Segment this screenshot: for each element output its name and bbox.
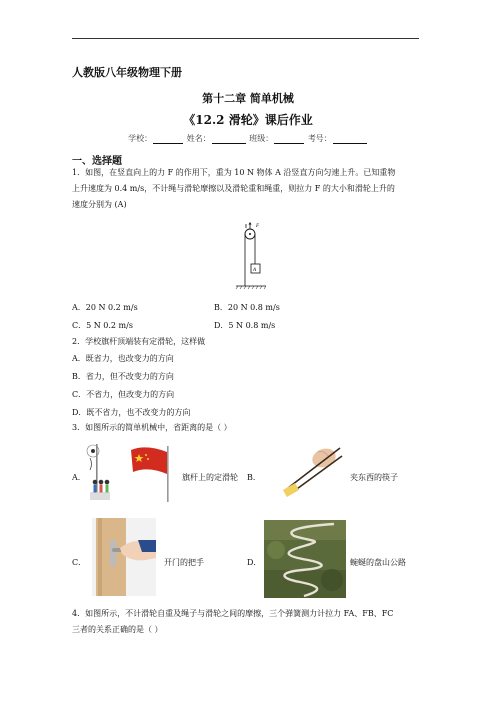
q3-option-c-caption: 开门的把手 (164, 558, 204, 567)
pulley-figure (234, 222, 270, 292)
q3-option-d-letter[interactable]: D． (247, 558, 262, 567)
q1-stem-line3: 速度分别为 (A) (72, 200, 127, 209)
q3-option-a-letter[interactable]: A． (72, 473, 86, 482)
q4-stem-line1: 4．如图所示，不计滑轮自重及绳子与滑轮之间的摩擦，三个弹簧测力计拉力 FA、FB、FC (72, 609, 394, 618)
class-label: 班级： (249, 134, 274, 143)
q3-option-c-letter[interactable]: C． (72, 558, 87, 567)
door-handle-image (92, 518, 156, 596)
q1-option-d[interactable]: D．5 N 0.8 m/s (214, 321, 276, 330)
q2-option-b[interactable]: B．省力，但不改变力的方向 (72, 372, 174, 381)
school-blank[interactable] (153, 135, 183, 144)
school-label: 学校： (128, 134, 153, 143)
q1-option-c[interactable]: C．5 N 0.2 m/s (72, 321, 133, 330)
q4-stem-line2: 三者的关系正确的是（ ） (72, 625, 163, 634)
q1-option-b[interactable]: B．20 N 0.8 m/s (214, 303, 280, 312)
q3-option-b-caption: 夹东西的筷子 (350, 473, 398, 482)
number-blank[interactable] (333, 135, 367, 144)
book-title: 人教版八年级物理下册 (72, 66, 182, 79)
number-label: 考号： (307, 134, 332, 143)
q3-stem: 3．如图所示的简单机械中，省距离的是（ ） (72, 423, 232, 432)
flagpole-image (86, 442, 178, 502)
class-blank[interactable] (274, 135, 304, 144)
q2-stem: 2．学校旗杆顶端装有定滑轮，这样做 (72, 337, 206, 346)
header-rule (72, 38, 419, 39)
q3-option-a-caption: 旗杆上的定滑轮 (182, 473, 238, 482)
name-blank[interactable] (212, 135, 246, 144)
q3-option-b-letter[interactable]: B． (247, 473, 261, 482)
q3-option-d-caption: 蜿蜒的盘山公路 (350, 558, 406, 567)
q1-option-a[interactable]: A．20 N 0.2 m/s (72, 303, 138, 312)
q2-option-a[interactable]: A．既省力，也改变力的方向 (72, 354, 174, 363)
chopsticks-image (280, 442, 346, 504)
name-label: 姓名： (186, 134, 211, 143)
q2-option-d[interactable]: D．既不省力，也不改变力的方向 (72, 408, 191, 417)
chapter-title: 第十二章 简单机械 (202, 92, 294, 105)
block-label: A (253, 268, 257, 273)
mountain-road-image (264, 520, 346, 598)
q1-stem-line1: 1．如图，在竖直向上的力 F 的作用下，重为 10 N 物体 A 沿竖直方向匀速上升。已知重物 (72, 168, 396, 177)
lesson-title: 《12.2 滑轮》课后作业 (183, 113, 313, 127)
section-title: 一、选择题 (72, 156, 122, 167)
info-fields (0, 133, 496, 144)
force-label: F (256, 224, 260, 229)
q1-stem-line2: 上升速度为 0.4 m/s，不计绳与滑轮摩擦以及滑轮重和绳重，则拉力 F 的大小和滑轮上升的 (72, 184, 395, 193)
q2-option-c[interactable]: C．不省力，但改变力的方向 (72, 390, 175, 399)
